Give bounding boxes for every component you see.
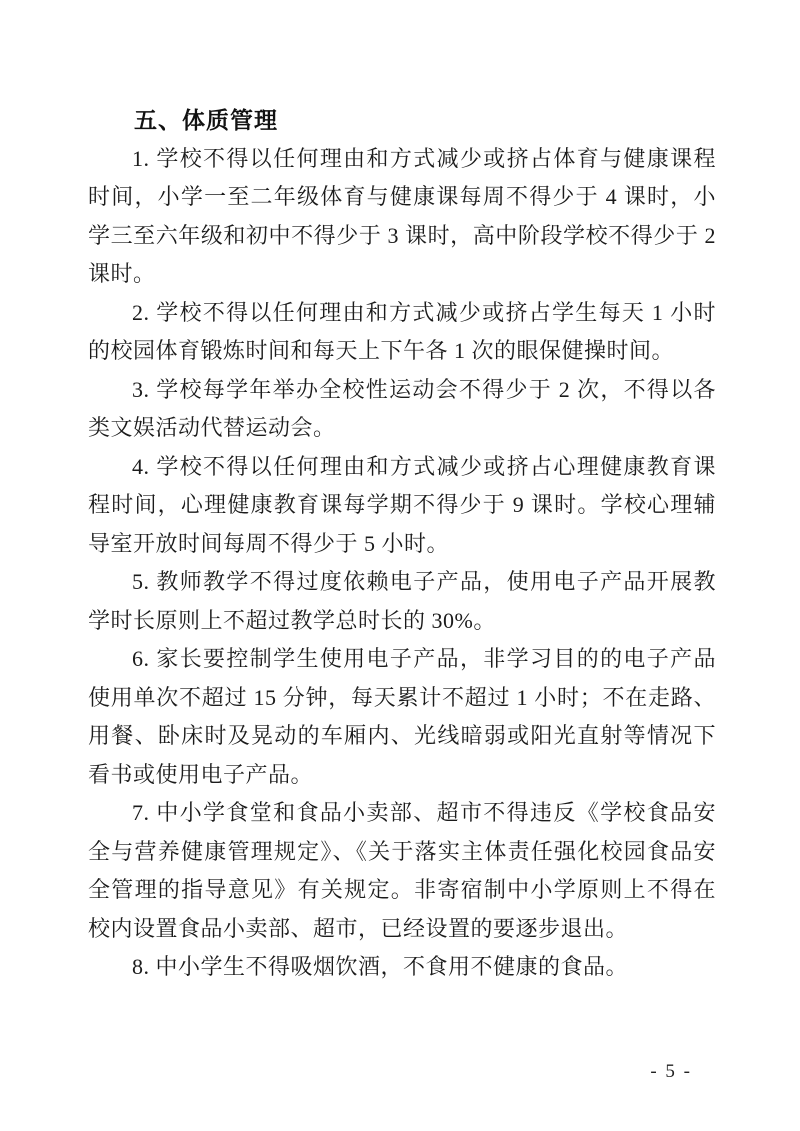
document-content — [88, 101, 716, 987]
paragraph-3: 3. 学校每学年举办全校性运动会不得少于 2 次，不得以各类文娱活动代替运动会。 — [88, 376, 716, 440]
paragraph-5: 5. 教师教学不得过度依赖电子产品，使用电子产品开展教学时长原则上不超过教学总时长的 30%。 — [88, 569, 716, 633]
paragraph-6: 6. 家长要控制学生使用电子产品，非学习目的的电子产品使用单次不超过 15 分钟，每天累计不超过 1 小时；不在走路、用餐、卧床时及晃动的车厢内、光线暗弱或阳光直射等情况下看书或使用电子产品。 — [88, 646, 716, 787]
paragraph-7: 7. 中小学食堂和食品小卖部、超市不得违反《学校食品安全与营养健康管理规定》、《关于落实主体责任强化校园食品安全管理的指导意见》有关规定。非寄宿制中小学原则上不得在校内设置食品小卖部、超市，已经设置的要逐步退出。 — [88, 800, 716, 941]
paragraph-1: 1. 学校不得以任何理由和方式减少或挤占体育与健康课程时间，小学一至二年级体育与健康课每周不得少于 4 课时，小学三至六年级和初中不得少于 3 课时，高中阶段学校不得少于 2 课时。 — [88, 145, 716, 286]
paragraph-8: 8. 中小学生不得吸烟饮酒，不食用不健康的食品。 — [132, 954, 629, 979]
section-heading: 五、体质管理 — [134, 107, 278, 133]
paragraph-4: 4. 学校不得以任何理由和方式减少或挤占心理健康教育课程时间，心理健康教育课每学期不得少于 9 课时。学校心理辅导室开放时间每周不得少于 5 小时。 — [88, 453, 716, 556]
page-number: - 5 - — [650, 1061, 692, 1082]
paragraph-2: 2. 学校不得以任何理由和方式减少或挤占学生每天 1 小时的校园体育锻炼时间和每天上下午各 1 次的眼保健操时间。 — [88, 299, 716, 363]
